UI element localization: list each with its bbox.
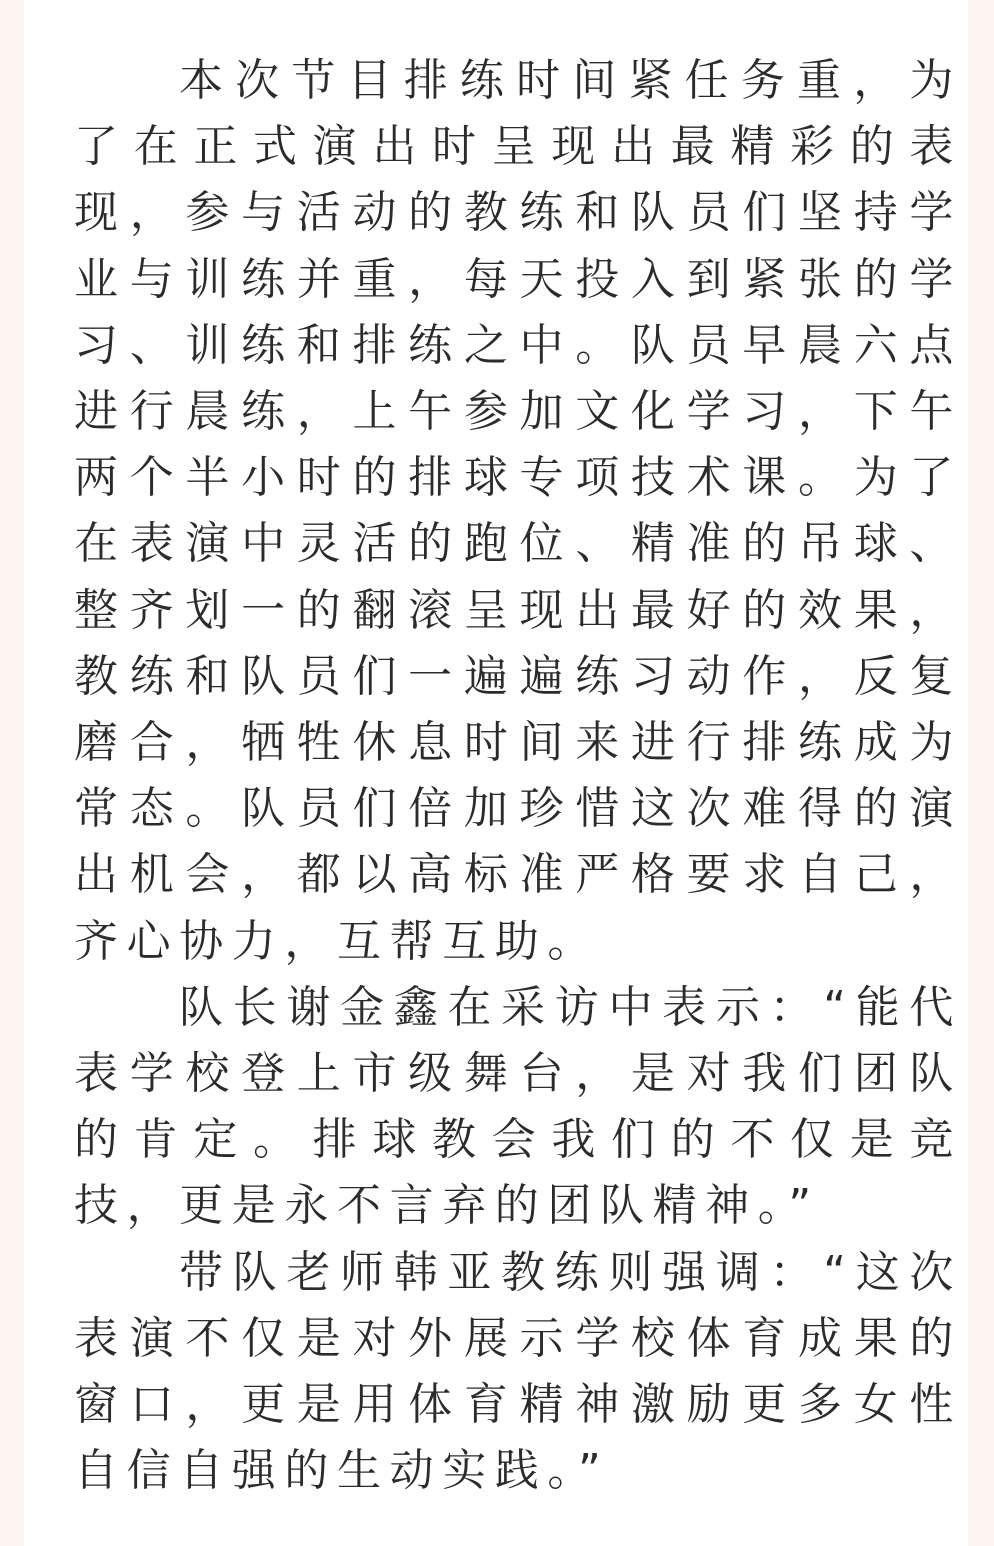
paragraph-coach-quote: 带队老师韩亚教练则强调：“这次表演不仅是对外展示学校体育成果的窗口，更是用体育精神激励更多女性自信自强的生动实践。” bbox=[74, 1246, 962, 1497]
paragraph-rehearsal: 本次节目排练时间紧任务重，为了在正式演出时呈现出最精彩的表现，参与活动的教练和队员们坚持学业与训练并重，每天投入到紧张的学习、训练和排练之中。队员早晨六点进行晨练，上午参加文化学习，下午两个半小时的排球专项技术课。为了在表演中灵活的跑位、精准的吊球、整齐划一的翻滚呈现出最好的效果，教练和队员们一遍遍练习动作，反复磨合，牺牲休息时间来进行排练成为常态。队员们倍加珍惜这次难得的演出机会，都以高标准严格要求自己，齐心协力，互帮互助。 bbox=[74, 55, 962, 967]
paragraph-captain-quote: 队长谢金鑫在采访中表示：“能代表学校登上市级舞台，是对我们团队的肯定。排球教会我们的不仅是竞技，更是永不言弃的团队精神。” bbox=[74, 981, 962, 1232]
article-card bbox=[24, 0, 968, 1546]
article-body bbox=[74, 48, 962, 1504]
